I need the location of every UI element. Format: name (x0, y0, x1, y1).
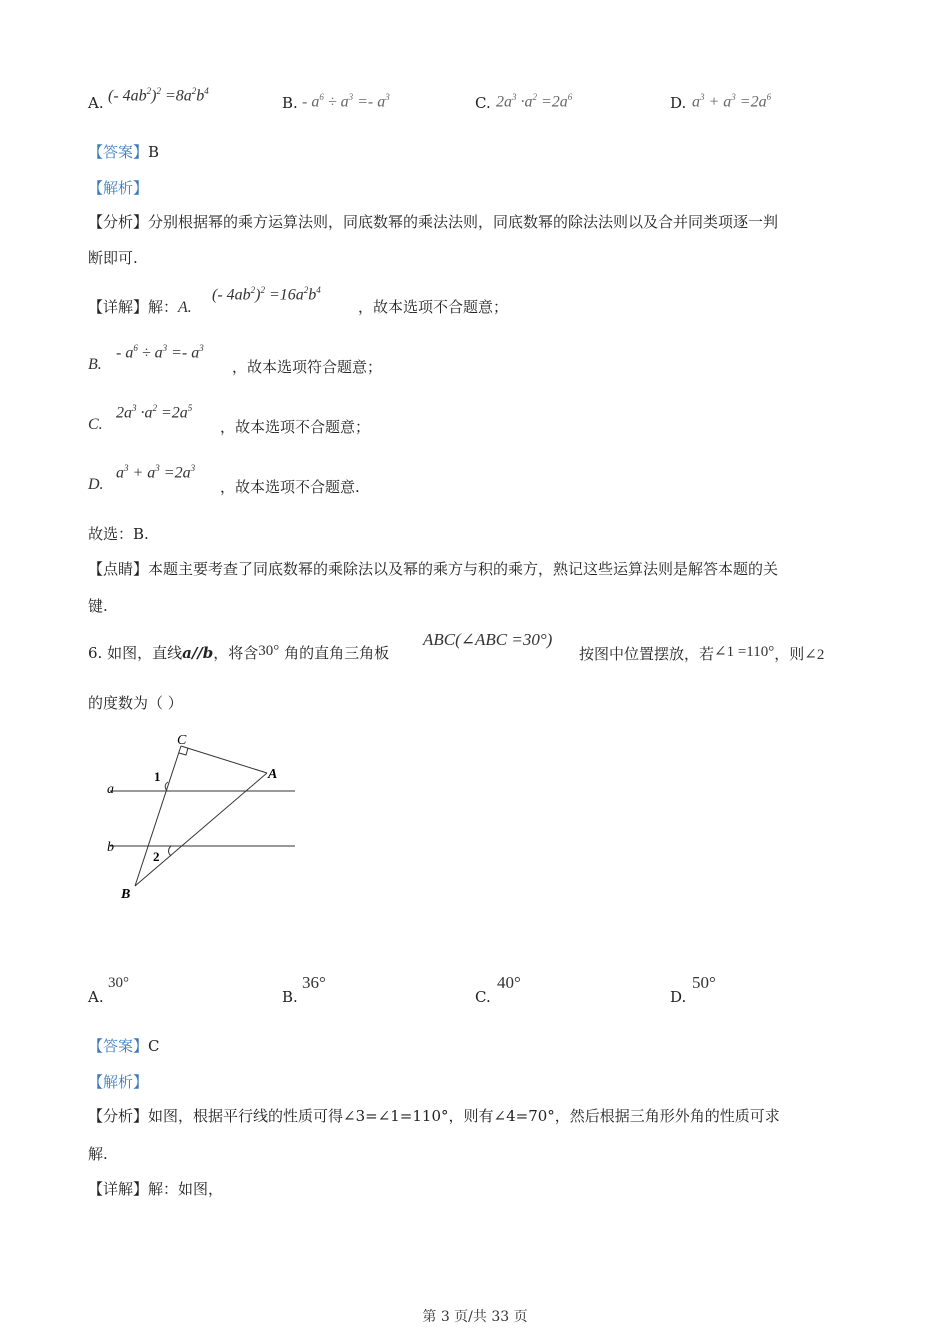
q5-dianjing-line1 (88, 558, 778, 579)
q6-answer-tag: 【答案】 (88, 1037, 149, 1055)
q6-triangle-expr: ABC(∠ABC =30°) (423, 630, 553, 649)
q6-option-b: B. (282, 988, 298, 1006)
page-footer: 第 3 页/共 33 页 (422, 1309, 528, 1325)
label-c: C (177, 733, 187, 748)
q5-dianjing-text: 本题主要考查了同底数幂的乘除法以及幂的乘方与积的乘方，熟记这些运算法则是解答本题的关 (148, 560, 779, 578)
label-b-vertex: B (121, 887, 131, 902)
q6-option-d-value: 50° (692, 973, 716, 992)
side-cb (135, 746, 181, 886)
q6-part5: ，则 (774, 645, 805, 663)
q5-detail-d-tail: ，故本选项不合题意. (220, 478, 360, 496)
q6-parallel: a//b (182, 644, 214, 662)
q5-detail-tag: 【详解】 (88, 298, 149, 316)
q6-option-a-value: 30° (108, 975, 129, 991)
q6-figure (95, 728, 305, 908)
q6-angle2: ∠2 (804, 647, 825, 663)
q6-detail-text: 解：如图， (148, 1180, 224, 1198)
q5-detail-b-tail: ，故本选项符合题意； (232, 358, 383, 376)
q6-option-b-value: 36° (302, 973, 326, 992)
q6-analysis-tag: 【解析】 (88, 1073, 149, 1091)
q5-detail-b-label: B. (88, 356, 102, 373)
q6-stem-line2: 的度数为（ ） (88, 694, 183, 712)
q6-option-d: D. (670, 988, 687, 1006)
q6-detail-tag: 【详解】 (88, 1180, 149, 1198)
label-line-a: a (107, 782, 114, 797)
q6-stem-line1b (579, 642, 824, 664)
q5-option-a-expr: (- $4ab^2)^2 =8a^2b^4$ (108, 86, 209, 105)
label-a-vertex: A (268, 767, 278, 782)
q5-fenxi-tag: 【分析】 (88, 213, 149, 231)
q6-angle1: ∠1 =110° (714, 644, 775, 660)
q5-fenxi-text: 分别根据幂的乘方运算法则，同底数幂的乘法法则，同底数幂的除法法则以及合并同类项逐一判 (148, 213, 779, 231)
q5-option-d-expr: $a^3 + a^3 =2a^6$ (692, 92, 772, 111)
q6-answer (88, 1035, 160, 1056)
q6-option-a: A. (88, 988, 104, 1006)
q6-part3: 角的直角三角板 (284, 644, 390, 662)
q6-fenxi-line2: 解. (88, 1145, 108, 1163)
q5-detail-c-tail: ，故本选项不合题意； (220, 418, 371, 436)
q5-option-b: B. (282, 94, 298, 112)
label-line-b: b (107, 840, 114, 855)
q5-option-b-expr: - $a^6 \div a^3 =- a^3$ (302, 92, 390, 111)
q6-part4: 按图中位置摆放，若 (579, 645, 715, 663)
q6-fenxi-text: 如图，根据平行线的性质可得∠3=∠1=110°，则有∠4=70°，然后根据三角形外角的性质可求 (148, 1107, 780, 1125)
q5-detail-a-label: A. (178, 299, 192, 316)
q5-option-d: D. (670, 94, 687, 112)
q5-option-c: C. (475, 94, 491, 112)
q5-option-a-label: A. (88, 94, 104, 112)
q5-detail-c-expr: $2a^3 \cdot a^2 =2a^5$ (116, 403, 193, 422)
side-ab (135, 773, 267, 886)
label-angle-1: 1 (154, 769, 161, 784)
q6-fenxi-line1 (88, 1105, 780, 1126)
q5-option-c-expr: $2a^3 \cdot a^2 =2a^6$ (496, 92, 573, 111)
label-angle-2: 2 (153, 849, 160, 864)
q6-deg30: 30° (258, 643, 280, 659)
q5-choice: 故选：B. (88, 525, 149, 543)
q5-option-a (88, 94, 104, 112)
q5-dianjing-line2: 键. (88, 597, 108, 615)
q5-dianjing-tag: 【点睛】 (88, 560, 149, 578)
q6-option-c: C. (475, 988, 491, 1006)
q5-answer-tag: 【答案】 (88, 143, 149, 161)
q5-detail-a-tail: ，故本选项不合题意； (358, 298, 509, 316)
q6-option-c-value: 40° (497, 973, 521, 992)
q6-part2: ，将含 (213, 644, 259, 662)
q6-part1: 如图，直线 (107, 644, 183, 662)
q5-detail-intro: 解： (148, 298, 179, 316)
q5-detail-b-expr: - $a^6 \div a^3 =- a^3$ (116, 343, 204, 362)
q6-number: 6. (88, 644, 103, 662)
q5-detail-a-expr: (- $4ab^2)^2 =16a^2b^4$ (212, 285, 321, 304)
q5-detail-d-label: D. (88, 476, 104, 493)
q6-fenxi-tag: 【分析】 (88, 1107, 149, 1125)
q5-answer-value: B (148, 143, 160, 161)
q6-answer-value: C (148, 1037, 160, 1055)
q6-detail (88, 1178, 223, 1199)
q5-answer (88, 141, 159, 162)
side-ca (181, 746, 267, 773)
q5-fenxi-line1 (88, 211, 778, 232)
q5-detail-d-expr: $a^3 + a^3 =2a^3$ (116, 463, 196, 482)
q5-detail-a (88, 296, 192, 317)
q5-detail-c-label: C. (88, 416, 103, 433)
q6-stem-line1 (88, 642, 389, 663)
angle-2-arc (169, 846, 172, 856)
q5-analysis-tag: 【解析】 (88, 179, 149, 197)
q5-fenxi-line2: 断即可. (88, 249, 138, 267)
